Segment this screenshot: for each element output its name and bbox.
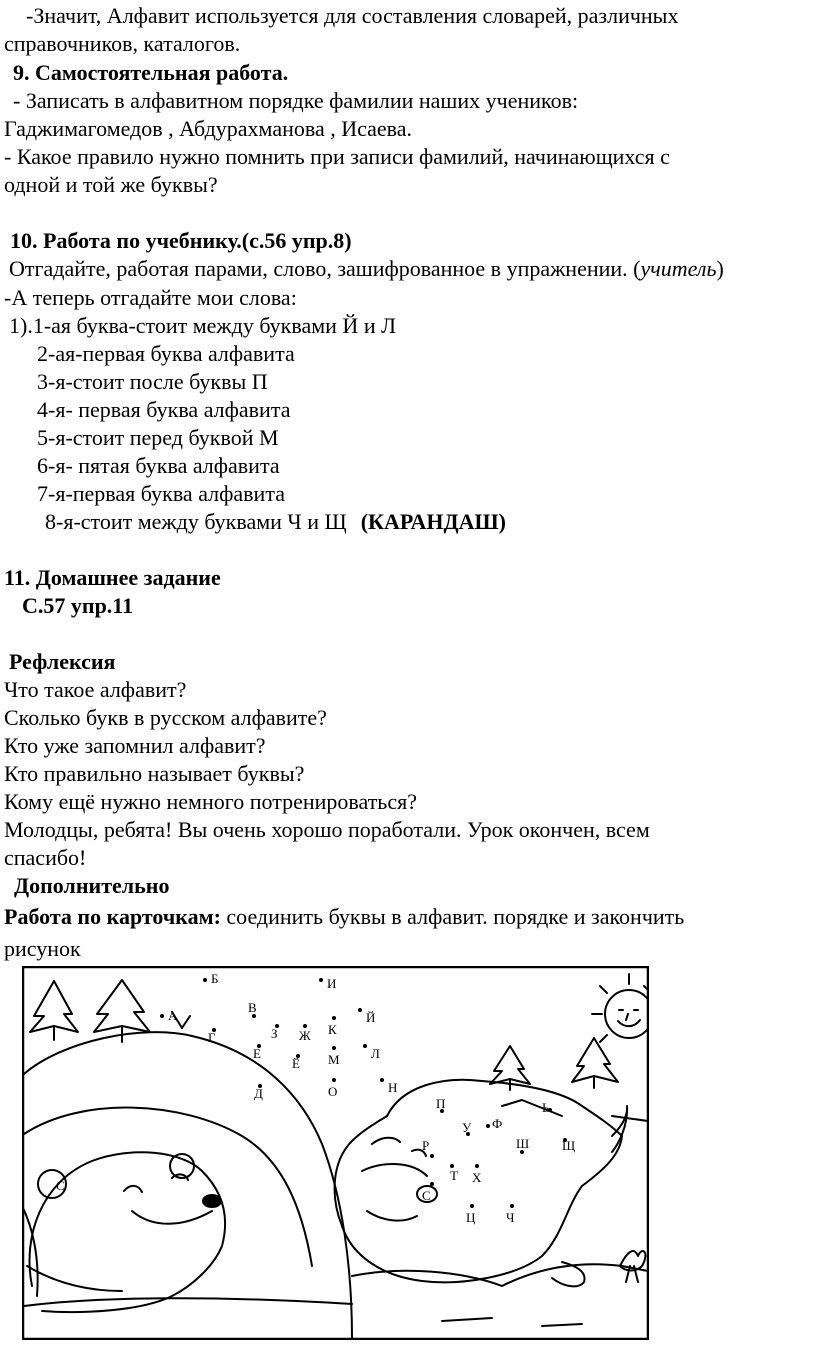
dot-letter: С: [422, 1188, 431, 1203]
text-part: ): [716, 256, 724, 281]
riddle-line: 4-я- первая буква алфавита: [37, 397, 291, 422]
reflection-line: спасибо!: [4, 845, 87, 870]
dot-letter: З: [271, 1026, 278, 1041]
dot-letter: В: [248, 1000, 257, 1015]
section-10-heading: 10. Работа по учебнику.(с.56 упр.8): [10, 228, 352, 253]
dot-letter: Ч: [506, 1210, 515, 1225]
alphabet-dots: [56, 971, 575, 1225]
text-line: справочников, каталогов.: [4, 31, 241, 56]
reflection-line: Кому ещё нужно немного потренироваться?: [4, 789, 417, 814]
cards-label: Работа по карточкам:: [4, 904, 221, 929]
riddle-line: 6-я- пятая буква алфавита: [37, 453, 280, 478]
dot-letter: П: [436, 1096, 446, 1111]
bears-in-den-drawing: [22, 966, 649, 1340]
teacher-note: учитель: [640, 256, 717, 281]
homework-ref: С.57 упр.11: [22, 593, 134, 618]
text-part: Отгадайте, работая парами, слово, зашифрованное в упражнении. (: [9, 256, 641, 281]
dot-letter: О: [328, 1084, 338, 1099]
text-line: - Какое правило нужно помнить при записи фамилий, начинающихся с: [4, 144, 670, 169]
riddle-line: 2-ая-первая буква алфавита: [37, 341, 295, 366]
riddle-text: 8-я-стоит между буквами Ч и Щ: [45, 509, 347, 534]
dot-letter: Ь: [542, 1100, 550, 1115]
reflection-line: Кто уже запомнил алфавит?: [4, 733, 266, 758]
reflection-heading: Рефлексия: [9, 649, 116, 674]
dot-letter: Г: [208, 1030, 216, 1045]
reflection-line: Сколько букв в русском алфавите?: [4, 705, 327, 730]
cards-task: [4, 902, 684, 932]
reflection-line: Молодцы, ребята! Вы очень хорошо поработали. Урок окончен, всем: [4, 817, 650, 842]
dot-letter: Й: [366, 1010, 376, 1025]
text-line: -А теперь отгадайте мои слова:: [4, 285, 297, 310]
riddle-answer: (КАРАНДАШ): [360, 509, 507, 534]
riddle-line: 5-я-стоит перед буквой М: [37, 425, 279, 450]
dot-letter: Щ: [562, 1138, 576, 1153]
dot-letter: Р: [422, 1138, 430, 1153]
reflection-line: Что такое алфавит?: [4, 677, 187, 702]
dot-letter: Б: [211, 971, 219, 986]
text-line: [9, 255, 724, 283]
text-line: -Значит, Алфавит используется для составления словарей, различных: [26, 3, 679, 28]
text-line: рисунок: [4, 936, 81, 961]
cards-text: соединить буквы в алфавит. порядке и закончить: [220, 904, 685, 929]
section-11-heading: 11. Домашнее задание: [4, 565, 221, 590]
dot-letter: К: [328, 1022, 337, 1037]
connect-the-dots-picture: [22, 966, 649, 1340]
dot-letter: Ф: [492, 1116, 503, 1131]
dot-letter: Ц: [466, 1210, 476, 1225]
dot-letter: Н: [388, 1080, 398, 1095]
dot-letter: Х: [472, 1170, 482, 1185]
dot-letter: М: [328, 1052, 340, 1067]
dot-letter: С: [56, 1178, 65, 1193]
dot-letter: Т: [450, 1168, 458, 1183]
riddle-line: 7-я-первая буква алфавита: [37, 481, 285, 506]
reflection-line: Кто правильно называет буквы?: [4, 761, 305, 786]
dot-letter: Ж: [299, 1028, 311, 1043]
extra-heading: Дополнительно: [14, 873, 170, 898]
dot-letter: Ё: [292, 1056, 300, 1071]
dot-letter: Л: [371, 1046, 380, 1061]
riddle-line: 1).1-ая буква-стоит между буквами Й и Л: [9, 313, 397, 338]
text-line: одной и той же буквы?: [4, 172, 218, 197]
dot-letter: Д: [254, 1086, 263, 1101]
text-line: Гаджимагомедов , Абдурахманова , Исаева.: [4, 116, 413, 141]
dot-letter: И: [327, 976, 337, 991]
riddle-line: 3-я-стоит после буквы П: [37, 369, 268, 394]
dot-letter: А: [168, 1008, 178, 1023]
riddle-line: [45, 508, 506, 536]
text-line: - Записать в алфавитном порядке фамилии наших учеников:: [13, 88, 579, 113]
dot-letter: У: [462, 1120, 472, 1135]
section-9-heading: 9. Самостоятельная работа.: [13, 60, 289, 85]
dot-letter: Е: [253, 1046, 261, 1061]
dot-letter: Ш: [516, 1136, 530, 1151]
